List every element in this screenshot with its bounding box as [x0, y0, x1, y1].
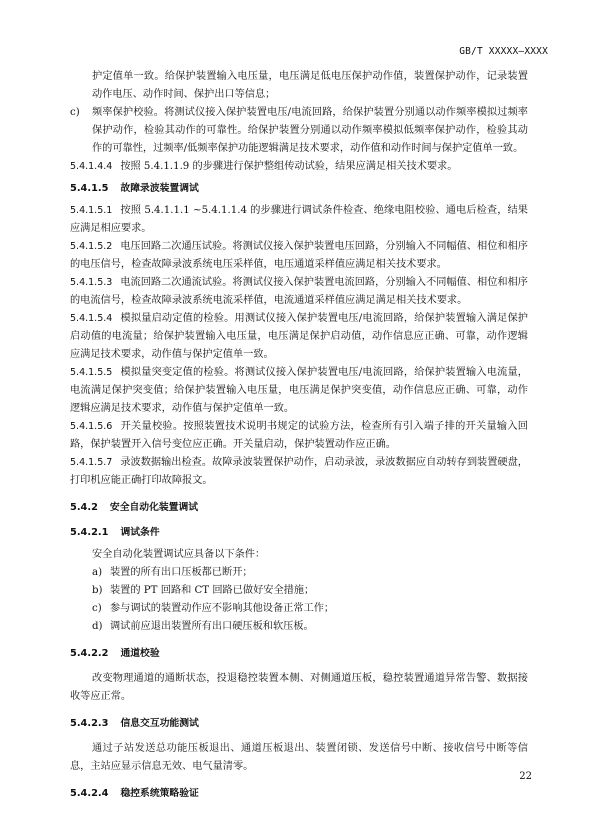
list-marker: d): [92, 621, 103, 632]
heading-title: 通道校验: [120, 648, 160, 659]
clause-text: 模拟量启动定值的检验。用测试仪接入保护装置电压/电流回路，给保护装置输入满足保护启动值的电流量；给保护装置输入电压量，电压满足保护启动值，动作信息应正确、可靠，动作逻辑应满足技术要求，动作值与保护定值单一致。: [70, 313, 528, 360]
heading-5-4-2-1: [70, 524, 528, 542]
list-marker: a): [92, 567, 103, 578]
list-item: [92, 600, 528, 618]
clause-5-4-1-5-7: [70, 454, 528, 490]
heading-5-4-1-5: [70, 180, 528, 198]
clause-5-4-1-4-4: [70, 158, 528, 176]
heading-5-4-2-3: [70, 715, 528, 733]
clause-text: 电流回路二次通流试验。将测试仪接入保护装置电流回路，分别输入不同幅值、相位和相序的电流信号，检查故障录波系统电流采样值，电流通道采样值应满足满足相关技术要求。: [70, 277, 528, 306]
page-number: 22: [519, 771, 532, 782]
list-item-text: 调试前应退出装置所有出口硬压板和软压板。: [110, 621, 314, 632]
clause-text: 按照 5.4.1.1.1 ~5.4.1.1.4 的步骤进行调试条件检查、绝缘电阻校验、通电后检查，结果应满足相应要求。: [70, 205, 528, 234]
continued-paragraph: 护定值单一致。给保护装置输入电压量，电压满足低电压保护动作值，装置保护动作，记录装置动作电压、动作时间、保护出口等信息；: [92, 71, 528, 100]
clause-5-4-1-5-2: [70, 238, 528, 274]
clause-5-4-1-5-5: [70, 364, 528, 418]
heading-5-4-2: [70, 499, 528, 517]
heading-title: 故障录波装置调试: [120, 183, 199, 194]
heading-number: 5.4.2.2: [70, 648, 109, 659]
clause-number: 5.4.1.5.1: [70, 205, 113, 216]
list-item-text: 装置的所有出口压板都已断开；: [110, 567, 253, 578]
clause-5-4-1-5-4: [70, 310, 528, 364]
heading-number: 5.4.1.5: [70, 183, 109, 194]
clause-5-4-1-5-6: [70, 418, 528, 454]
heading-5-4-2-2: [70, 645, 528, 663]
list-item-text: 装置的 PT 回路和 CT 回路已做好安全措施；: [110, 585, 315, 596]
list-item: [92, 582, 528, 600]
clause-text: 模拟量突变定值的检验。将测试仪接入保护装置电压/电流回路，给保护装置输入电流量，电流满足保护突变值；给保护装置输入电压量，电压满足保护突变值，动作信息应正确、可靠，动作逻辑应满足技术要求，动作值与保护定值单一致。: [70, 367, 528, 414]
clause-text: 开关量校验。按照装置技术说明书规定的试验方法，检查所有引入端子排的开关量输入回路，保护装置开入信号变位应正确。开关量启动，保护装置动作应正确。: [70, 421, 528, 450]
heading-title: 稳控系统策略验证: [120, 788, 199, 799]
list-item-c: [70, 104, 528, 158]
clause-number: 5.4.1.5.3: [70, 277, 113, 288]
list-item: [92, 564, 528, 582]
clause-number: 5.4.1.5.6: [70, 421, 113, 432]
list-item: [92, 618, 528, 636]
clause-5-4-1-5-3: [70, 274, 528, 310]
clause-number: 5.4.1.5.5: [70, 367, 113, 378]
channel-check-paragraph: 改变物理通道的通断状态，投退稳控装置本侧、对侧通道压板，稳控装置通道异常告警、数据接收等应正常。: [70, 673, 528, 702]
list-item-text: 频率保护校验。将测试仪接入保护装置电压/电流回路，给保护装置分别通以动作频率模拟过频率保护动作，检验其动作的可靠性。给保护装置分别通以动作频率模拟低频率保护动作，检验其动作的可靠性，过频率/低频率保护功能逻辑满足技术要求，动作值和动作时间与保护定值单一致。: [92, 107, 528, 154]
clause-text: 录波数据输出检查。故障录波装置保护动作，启动录波，录波数据应自动转存到装置硬盘，打印机应能正确打印故障报文。: [70, 457, 528, 486]
document-code-header: GB/T XXXXX—XXXX: [459, 46, 548, 57]
list-item-text: 参与调试的装置动作应不影响其他设备正常工作；: [110, 603, 335, 614]
clause-number: 5.4.1.5.2: [70, 241, 113, 252]
clause-number: 5.4.1.5.4: [70, 313, 113, 324]
heading-title: 信息交互功能测试: [120, 718, 199, 729]
list-marker: c): [70, 107, 80, 118]
heading-number: 5.4.2.3: [70, 718, 109, 729]
list-marker: b): [92, 585, 103, 596]
clause-number: 5.4.1.5.7: [70, 457, 113, 468]
heading-number: 5.4.2: [70, 502, 98, 513]
heading-number: 5.4.2.1: [70, 527, 109, 538]
clause-5-4-1-5-1: [70, 202, 528, 238]
clause-text: 电压回路二次通压试验。将测试仪接入保护装置电压回路，分别输入不同幅值、相位和相序的电压信号，检查故障录波系统电压采样值，电压通道采样值应满足相关技术要求。: [70, 241, 528, 270]
page-content: [70, 68, 528, 810]
clause-number: 5.4.1.4.4: [70, 161, 113, 172]
list-marker: c): [92, 603, 102, 614]
info-exchange-paragraph: 通过子站发送总功能压板退出、通道压板退出、装置闭锁、发送信号中断、接收信号中断等信息，主站应显示信息无效、电气量清零。: [70, 743, 528, 772]
conditions-list: [70, 564, 528, 636]
heading-number: 5.4.2.4: [70, 788, 109, 799]
conditions-intro: 安全自动化装置调试应具备以下条件：: [92, 549, 266, 560]
clause-text: 按照 5.4.1.1.9 的步骤进行保护整组传动试验，结果应满足相关技术要求。: [120, 161, 458, 172]
heading-title: 安全自动化装置调试: [109, 502, 199, 513]
heading-title: 调试条件: [120, 527, 160, 538]
heading-5-4-2-4: [70, 785, 528, 803]
